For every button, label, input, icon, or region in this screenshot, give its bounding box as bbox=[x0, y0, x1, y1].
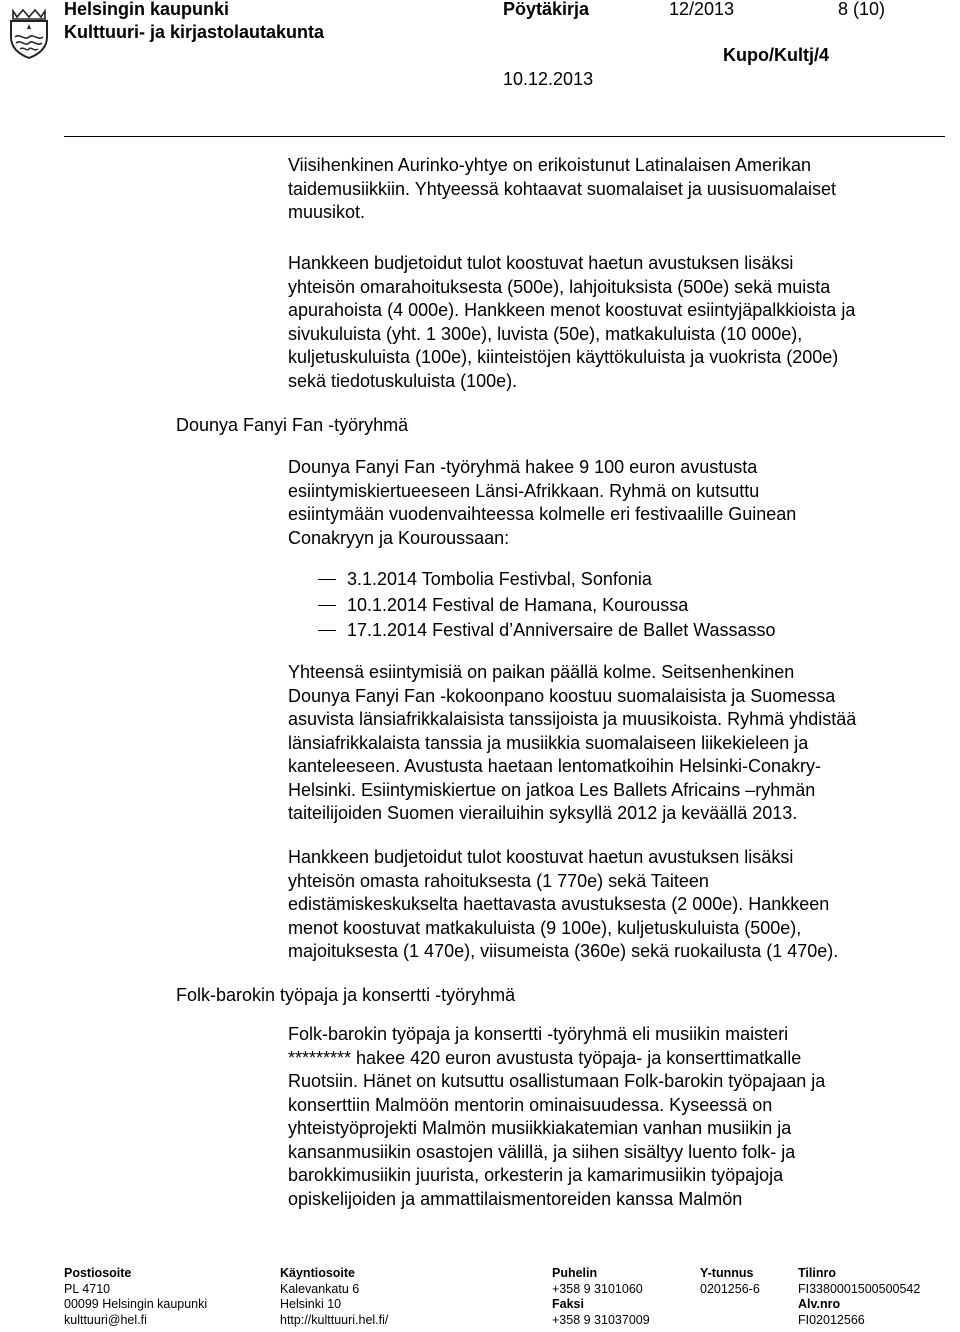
dash-bullet-icon bbox=[318, 593, 346, 619]
committee-name: Kulttuuri- ja kirjastolautakunta bbox=[64, 22, 325, 42]
footer-label: Käyntiosoite bbox=[280, 1266, 356, 1280]
footer-website-link[interactable]: http://kulttuuri.hel.fi/ bbox=[280, 1312, 389, 1327]
footer-postal bbox=[64, 1266, 207, 1328]
budget-paragraph bbox=[288, 252, 948, 393]
footer-value: Helsinki 10 bbox=[280, 1297, 342, 1312]
text-line: länsiafrikkalaista tanssia ja musiikkia suomalaiseen liikekieleen ja bbox=[288, 732, 809, 753]
text-line: edistämiskeskukselta haettavasta avustuksesta (2 000e). Hankkeen bbox=[288, 894, 830, 914]
text-line: sekä tiedotuskuluista (100e). bbox=[288, 370, 518, 391]
footer-phone bbox=[552, 1266, 650, 1328]
text-line: opiskelijoiden ja ammattilaismentoreiden kanssa Malmön bbox=[288, 1188, 743, 1209]
text-line: esiintymiskiertueeseen Länsi-Afrikkaan. Ryhmä on kutsuttu bbox=[288, 480, 760, 501]
footer-visit bbox=[280, 1266, 388, 1328]
dounya-budget-paragraph bbox=[288, 846, 948, 964]
document-type: Pöytäkirja bbox=[503, 0, 590, 19]
text-line: barokkimusiikin juurista, orkesterin ja kamarimusiikin työpajoja bbox=[288, 1165, 784, 1185]
folk-application-paragraph bbox=[288, 1023, 948, 1211]
text-line: sivukuluista (yht. 1 300e), luvista (50e), matkakuluista (10 000e), bbox=[288, 323, 803, 344]
footer-label: Tilinro bbox=[798, 1266, 836, 1280]
helsinki-crest-logo bbox=[7, 7, 51, 59]
text-line: yhteistyöprojekti Malmön musiikkiakatemian vanhan musiikin ja bbox=[288, 1118, 792, 1138]
text-line: ********* hakee 420 euron avustusta työpaja- ja konserttimatkalle bbox=[288, 1047, 802, 1068]
section-heading-folk: Folk-barokin työpaja ja konsertti -työryhmä bbox=[176, 985, 516, 1005]
reference-code: Kupo/Kultj/4 bbox=[723, 45, 829, 65]
intro-paragraph bbox=[288, 154, 948, 225]
text-line: Folk-barokin työpaja ja konsertti -työryhmä eli musiikin maisteri bbox=[288, 1024, 789, 1044]
footer-value: FI02012566 bbox=[798, 1312, 865, 1327]
event-list bbox=[318, 567, 776, 644]
footer-email-link[interactable]: kulttuuri@hel.fi bbox=[64, 1312, 147, 1327]
dounya-application-paragraph bbox=[288, 456, 948, 550]
text-line: taidemusiikkiin. Yhtyeessä kohtaavat suomalaiset ja uusisuomalaiset bbox=[288, 178, 836, 199]
text-line: Conakryyn ja Kouroussaan: bbox=[288, 527, 510, 548]
text-line: menot koostuvat matkakuluista (9 100e), kuljetuskuluista (500e), bbox=[288, 917, 802, 938]
text-line: majoituksesta (1 470e), viisumeista (360e) sekä ruokailusta (1 470e). bbox=[288, 941, 839, 961]
footer-value: +358 9 3101060 bbox=[552, 1281, 643, 1296]
footer-value: FI3380001500500542 bbox=[798, 1281, 921, 1296]
text-line: muusikot. bbox=[288, 202, 366, 222]
text-line: konserttiin Malmöön mentorin ominaisuudessa. Kyseessä on bbox=[288, 1094, 773, 1115]
text-line: yhteisön omarahoituksesta (500e), lahjoituksista (500e) sekä muista bbox=[288, 276, 831, 297]
page-number: 8 (10) bbox=[838, 0, 886, 19]
footer-value: 00099 Helsingin kaupunki bbox=[64, 1297, 208, 1312]
footer-value: +358 9 31037009 bbox=[552, 1312, 650, 1327]
event-item: 17.1.2014 Festival d’Anniversaire de Ballet Wassasso bbox=[318, 618, 776, 644]
dounya-description-paragraph bbox=[288, 661, 948, 826]
text-line: Yhteensä esiintymisiä on paikan päällä kolme. Seitsenhenkinen bbox=[288, 662, 795, 682]
footer-ytunnus bbox=[700, 1266, 760, 1297]
text-line: Dounya Fanyi Fan -työryhmä hakee 9 100 euron avustusta bbox=[288, 457, 758, 477]
section-heading-dounya: Dounya Fanyi Fan -työryhmä bbox=[176, 415, 409, 435]
text-line: esiintymään vuodenvaihteessa kolmelle eri festivaalille Guinean bbox=[288, 504, 797, 524]
org-name: Helsingin kaupunki bbox=[64, 0, 230, 19]
footer-label: Puhelin bbox=[552, 1266, 598, 1280]
text-line: Viisihenkinen Aurinko-yhtye on erikoistunut Latinalaisen Amerikan bbox=[288, 155, 811, 175]
footer-value: Kalevankatu 6 bbox=[280, 1281, 360, 1296]
header-divider bbox=[64, 136, 945, 137]
footer-tilinro bbox=[798, 1266, 920, 1328]
document-number: 12/2013 bbox=[669, 0, 735, 19]
footer-value: 0201256-6 bbox=[700, 1281, 760, 1296]
event-item: 3.1.2014 Tombolia Festivbal, Sonfonia bbox=[318, 567, 776, 593]
text-line: apurahoista (4 000e). Hankkeen menot koostuvat esiintyjäpalkkioista ja bbox=[288, 300, 856, 320]
dash-bullet-icon bbox=[318, 567, 346, 593]
text-line: Helsinki. Esiintymiskiertue on jatkoa Les Ballets Africains –ryhmän bbox=[288, 779, 816, 800]
text-line: kansanmusiikin osastojen välillä, ja siihen sisältyy luento folk- ja bbox=[288, 1141, 796, 1162]
footer-label: Y-tunnus bbox=[700, 1266, 754, 1280]
footer-label: Postiosoite bbox=[64, 1266, 132, 1280]
text-line: Dounya Fanyi Fan -kokoonpano koostuu suomalaisista ja Suomessa bbox=[288, 685, 836, 706]
meeting-date: 10.12.2013 bbox=[503, 69, 594, 89]
event-item: 10.1.2014 Festival de Hamana, Kouroussa bbox=[318, 593, 776, 619]
text-line: asuvista länsiafrikkalaisista tanssijoista ja muusikoista. Ryhmä yhdistää bbox=[288, 709, 857, 729]
text-line: Hankkeen budjetoidut tulot koostuvat haetun avustuksen lisäksi bbox=[288, 847, 794, 867]
footer-label: Alv.nro bbox=[798, 1297, 841, 1312]
footer-value: PL 4710 bbox=[64, 1281, 111, 1296]
text-line: yhteisön omasta rahoituksesta (1 770e) sekä Taiteen bbox=[288, 870, 709, 891]
text-line: taiteilijoiden Suomen vierailuihin syksyllä 2012 ja keväällä 2013. bbox=[288, 803, 798, 823]
text-line: kuljetuskuluista (100e), kiinteistöjen käyttökuluista ja vuokrista (200e) bbox=[288, 347, 839, 367]
dash-bullet-icon bbox=[318, 618, 346, 644]
text-line: kanteleeseen. Avustusta haetaan lentomatkoihin Helsinki-Conakry- bbox=[288, 756, 821, 776]
text-line: Ruotsiin. Hänet on kutsuttu osallistumaan Folk-barokin työpajaan ja bbox=[288, 1071, 826, 1091]
text-line: Hankkeen budjetoidut tulot koostuvat haetun avustuksen lisäksi bbox=[288, 253, 794, 273]
footer-label: Faksi bbox=[552, 1297, 584, 1312]
